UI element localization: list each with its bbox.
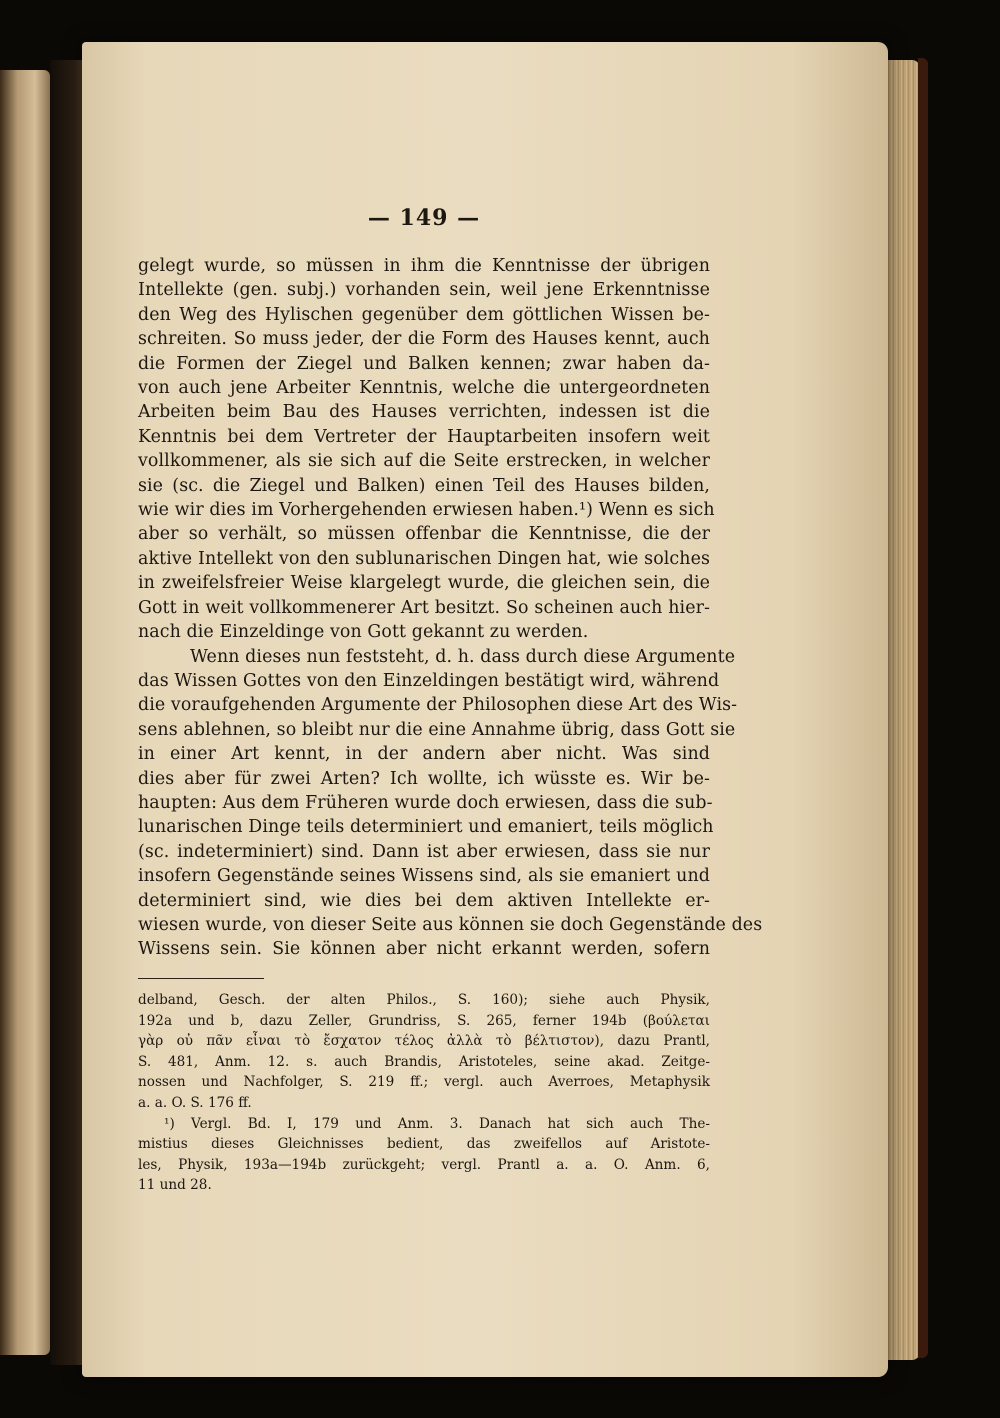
footnote-line: delband, Gesch. der alten Philos., S. 160); siehe auch Physik, — [138, 992, 710, 1008]
body-line: sens ablehnen, so bleibt nur die eine Annahme übrig, dass Gott sie — [138, 719, 736, 740]
body-line: in einer Art kennt, in der andern aber nicht. Was sind — [138, 744, 710, 765]
footnote-line: mistius dieses Gleichnisses bedient, das zweifellos auf Aristote- — [138, 1136, 710, 1153]
body-line: die voraufgehenden Argumente der Philosophen diese Art des Wis- — [138, 695, 738, 716]
body-line: in zweifelsfreier Weise klargelegt wurde, die gleichen sein, die — [138, 573, 710, 594]
body-line: insofern Gegenstände seines Wissens sind, als sie emaniert und — [138, 866, 710, 887]
footnote-line: les, Physik, 193a—194b zurückgeht; vergl. Prantl a. a. O. Anm. 6, — [138, 1156, 710, 1173]
body-line: aktive Intellekt von den sublunarischen Dingen hat, wie solches — [138, 548, 710, 569]
body-line: haupten: Aus dem Früheren wurde doch erwiesen, dass die sub- — [138, 792, 713, 813]
body-line: das Wissen Gottes von den Einzeldingen bestätigt wird, während — [138, 670, 720, 691]
footnote-line: nossen und Nachfolger, S. 219 ff.; vergl. auch Averroes, Metaphysik — [138, 1074, 710, 1091]
body-line: die Formen der Ziegel und Balken kennen; zwar haben da- — [138, 353, 710, 374]
previous-page-edge — [0, 70, 50, 1355]
footnote-line: 192a und b, dazu Zeller, Grundriss, S. 265, ferner 194b (βούλεται — [138, 1012, 710, 1029]
body-line: Intellekte (gen. subj.) vorhanden sein, weil jene Erkenntnisse — [138, 280, 710, 301]
body-line: aber so verhält, so müssen offenbar die Kenntnisse, die der — [138, 524, 710, 545]
paragraph-start-line: Wenn dieses nun feststeht, d. h. dass durch diese Argumente — [190, 646, 736, 667]
body-text — [138, 254, 763, 962]
body-line: schreiten. So muss jeder, der die Form des Hauses kennt, auch — [138, 329, 710, 350]
book-cover-edge — [918, 58, 928, 1358]
footnote-start-line: ¹) Vergl. Bd. I, 179 und Anm. 3. Danach hat sich auch The- — [164, 1115, 710, 1132]
body-line: Wissens sein. Sie können aber nicht erkannt werden, sofern — [138, 939, 710, 960]
page-number-header: — 149 — — [367, 205, 481, 231]
footnote-line: γὰρ οὐ πᾶν εἶναι τὸ ἔσχατον τέλος ἀλλὰ τὸ βέλτιστον), dazu Prantl, — [138, 1033, 710, 1050]
footnote-divider — [138, 978, 264, 979]
footnotes — [138, 990, 710, 1196]
footnote-line: S. 481, Anm. 12. s. auch Brandis, Aristoteles, seine akad. Zeitge- — [138, 1053, 710, 1070]
body-line: vollkommener, als sie sich auf die Seite erstrecken, in welcher — [138, 451, 710, 472]
body-line: sie (sc. die Ziegel und Balken) einen Teil des Hauses bilden, — [138, 475, 710, 496]
body-line: nach die Einzeldinge von Gott gekannt zu werden. — [138, 622, 589, 643]
body-line: wie wir dies im Vorhergehenden erwiesen haben.¹) Wenn es sich — [138, 500, 715, 521]
body-line: Arbeiten beim Bau des Hauses verrichten, indessen ist die — [138, 402, 710, 423]
body-line: dies aber für zwei Arten? Ich wollte, ich wüsste es. Wir be- — [138, 768, 710, 789]
body-line: determiniert sind, wie dies bei dem aktiven Intellekte er- — [138, 890, 710, 911]
body-line: lunarischen Dinge teils determiniert und emaniert, teils möglich — [138, 817, 714, 838]
body-line: Gott in weit vollkommenerer Art besitzt. So scheinen auch hier- — [138, 597, 710, 618]
body-line: den Weg des Hylischen gegenüber dem göttlichen Wissen be- — [138, 304, 710, 325]
body-line: Kenntnis bei dem Vertreter der Hauptarbeiten insofern weit — [138, 426, 710, 447]
body-line: (sc. indeterminiert) sind. Dann ist aber erwiesen, dass sie nur — [138, 841, 710, 862]
body-line: wiesen wurde, von dieser Seite aus können sie doch Gegenstände des — [138, 914, 763, 935]
body-line: von auch jene Arbeiter Kenntnis, welche die untergeordneten — [138, 378, 710, 399]
footnote-line: a. a. O. S. 176 ff. — [138, 1094, 252, 1111]
body-line: gelegt wurde, so müssen in ihm die Kenntnisse der übrigen — [138, 256, 710, 276]
footnote-line: 11 und 28. — [138, 1177, 212, 1194]
